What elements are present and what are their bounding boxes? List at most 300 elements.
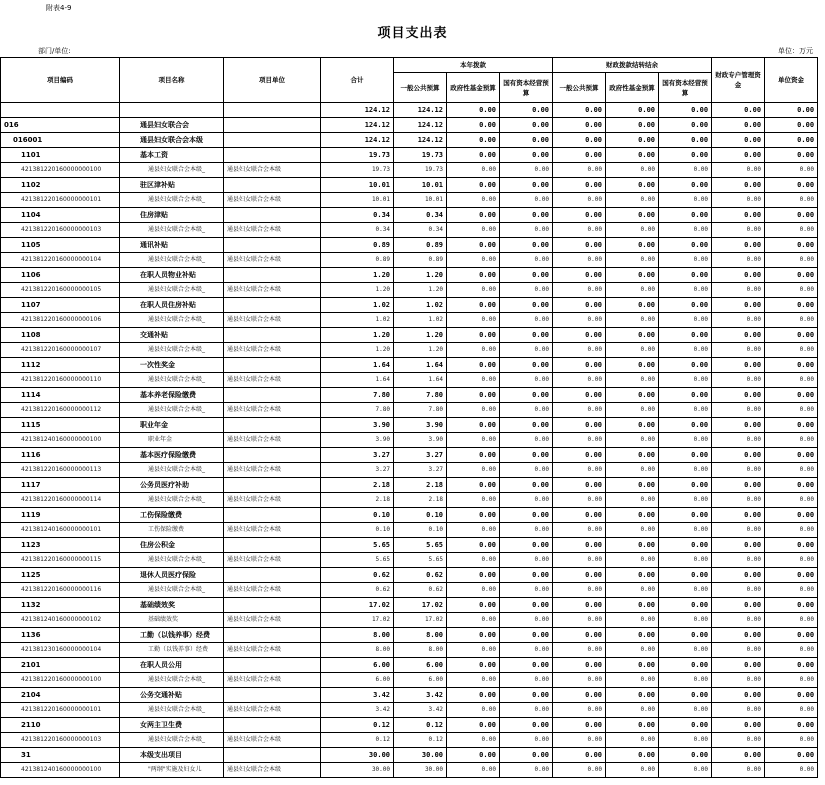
cell-zero: 0.00	[659, 328, 712, 343]
cell-name: 交通补贴	[120, 328, 224, 343]
cell-zero: 0.00	[712, 433, 765, 448]
cell-zero: 0.00	[447, 223, 500, 238]
cell-zero: 0.00	[500, 343, 553, 358]
cell-zero: 0.00	[553, 658, 606, 673]
summary-row	[1, 718, 818, 733]
cell-zero: 0.00	[447, 403, 500, 418]
cell-unit: 通县妇女联合会本级	[224, 433, 321, 448]
header-sub: 国有资本经营预算	[659, 73, 712, 103]
cell-zero: 0.00	[765, 448, 818, 463]
cell-zero: 0.00	[712, 193, 765, 208]
cell-zero: 0.00	[712, 268, 765, 283]
cell-zero: 0.00	[659, 688, 712, 703]
cell-total: 8.00	[321, 628, 394, 643]
cell-unit: 通县妇女联合会本级	[224, 193, 321, 208]
cell-zero: 0.00	[765, 388, 818, 403]
cell-zero: 0.00	[447, 523, 500, 538]
cell-total: 17.02	[321, 598, 394, 613]
summary-row	[1, 418, 818, 433]
cell-general-public: 0.89	[394, 238, 447, 253]
cell-name: 公务交通补贴	[120, 688, 224, 703]
cell-zero: 0.00	[500, 433, 553, 448]
cell-zero: 0.00	[553, 763, 606, 778]
cell-name: 工勤（以钱养事）经费	[120, 628, 224, 643]
cell-zero: 0.00	[447, 583, 500, 598]
cell-total: 1.02	[321, 298, 394, 313]
cell-zero: 0.00	[447, 208, 500, 223]
cell-zero: 0.00	[447, 478, 500, 493]
cell-zero: 0.00	[765, 538, 818, 553]
cell-unit	[224, 328, 321, 343]
table-row	[1, 403, 818, 418]
header-name: 项目名称	[120, 58, 224, 103]
cell-zero: 0.00	[447, 328, 500, 343]
table-row	[1, 613, 818, 628]
cell-zero: 0.00	[447, 568, 500, 583]
cell-zero: 0.00	[606, 583, 659, 598]
cell-zero: 0.00	[712, 133, 765, 148]
cell-total: 0.12	[321, 718, 394, 733]
cell-zero: 0.00	[659, 373, 712, 388]
cell-zero: 0.00	[500, 163, 553, 178]
cell-zero: 0.00	[712, 253, 765, 268]
cell-name: 基本工资	[120, 148, 224, 163]
cell-zero: 0.00	[447, 598, 500, 613]
cell-zero: 0.00	[712, 388, 765, 403]
cell-zero: 0.00	[765, 703, 818, 718]
cell-zero: 0.00	[606, 403, 659, 418]
cell-zero: 0.00	[606, 478, 659, 493]
cell-name: 基础绩效奖	[120, 613, 224, 628]
cell-zero: 0.00	[712, 478, 765, 493]
cell-zero: 0.00	[500, 673, 553, 688]
cell-zero: 0.00	[553, 178, 606, 193]
cell-zero: 0.00	[500, 748, 553, 763]
cell-zero: 0.00	[447, 673, 500, 688]
cell-zero: 0.00	[712, 658, 765, 673]
cell-name: 通县妇女联合会本级_	[120, 343, 224, 358]
cell-zero: 0.00	[659, 313, 712, 328]
cell-zero: 0.00	[659, 193, 712, 208]
cell-unit	[224, 598, 321, 613]
cell-name: 通县妇女联合会本级_	[120, 733, 224, 748]
cell-name: 通县妇女联合会本级_	[120, 373, 224, 388]
cell-zero: 0.00	[659, 238, 712, 253]
cell-total: 0.10	[321, 523, 394, 538]
summary-row	[1, 148, 818, 163]
cell-zero: 0.00	[659, 118, 712, 133]
cell-total: 19.73	[321, 163, 394, 178]
cell-general-public: 5.65	[394, 553, 447, 568]
cell-total: 3.90	[321, 433, 394, 448]
cell-zero: 0.00	[712, 463, 765, 478]
cell-zero: 0.00	[606, 643, 659, 658]
cell-general-public: 1.20	[394, 328, 447, 343]
cell-general-public: 0.34	[394, 223, 447, 238]
cell-general-public: 7.80	[394, 388, 447, 403]
cell-name: 通讯补贴	[120, 238, 224, 253]
cell-name: 基础绩效奖	[120, 598, 224, 613]
summary-row	[1, 508, 818, 523]
cell-code: 421381240160000000100	[1, 433, 120, 448]
cell-code: 1108	[1, 328, 120, 343]
cell-zero: 0.00	[659, 478, 712, 493]
cell-unit: 通县妇女联合会本级	[224, 283, 321, 298]
cell-unit	[224, 448, 321, 463]
cell-code: 2104	[1, 688, 120, 703]
cell-total: 0.62	[321, 568, 394, 583]
cell-zero: 0.00	[553, 328, 606, 343]
cell-general-public: 0.12	[394, 718, 447, 733]
cell-zero: 0.00	[659, 613, 712, 628]
table-row	[1, 763, 818, 778]
cell-zero: 0.00	[606, 763, 659, 778]
cell-zero: 0.00	[500, 613, 553, 628]
cell-name: 基本养老保险缴费	[120, 388, 224, 403]
cell-code: 1106	[1, 268, 120, 283]
cell-general-public: 3.27	[394, 463, 447, 478]
cell-name: 职业年金	[120, 418, 224, 433]
cell-zero: 0.00	[606, 598, 659, 613]
cell-zero: 0.00	[765, 313, 818, 328]
cell-zero: 0.00	[447, 733, 500, 748]
cell-general-public: 1.64	[394, 358, 447, 373]
table-caption: 附表4-9	[46, 4, 72, 12]
cell-zero: 0.00	[659, 133, 712, 148]
cell-code: 2110	[1, 718, 120, 733]
cell-zero: 0.00	[659, 733, 712, 748]
cell-zero: 0.00	[447, 448, 500, 463]
cell-zero: 0.00	[606, 673, 659, 688]
cell-total: 7.80	[321, 388, 394, 403]
cell-zero: 0.00	[712, 418, 765, 433]
cell-zero: 0.00	[765, 628, 818, 643]
cell-total: 1.02	[321, 313, 394, 328]
cell-total: 0.89	[321, 238, 394, 253]
cell-name: 通县妇女联合会本级_	[120, 553, 224, 568]
cell-zero: 0.00	[553, 553, 606, 568]
cell-zero: 0.00	[606, 298, 659, 313]
cell-zero: 0.00	[712, 403, 765, 418]
cell-zero: 0.00	[553, 748, 606, 763]
cell-zero: 0.00	[606, 223, 659, 238]
cell-zero: 0.00	[765, 358, 818, 373]
cell-zero: 0.00	[712, 688, 765, 703]
cell-code: 421381220160000000114	[1, 493, 120, 508]
cell-name: 通县妇女联合会本级_	[120, 703, 224, 718]
cell-name: 职业年金	[120, 433, 224, 448]
table-row	[1, 253, 818, 268]
cell-zero: 0.00	[606, 343, 659, 358]
cell-zero: 0.00	[765, 478, 818, 493]
cell-zero: 0.00	[500, 763, 553, 778]
cell-total: 10.01	[321, 178, 394, 193]
cell-code: 2101	[1, 658, 120, 673]
cell-zero: 0.00	[500, 238, 553, 253]
cell-zero: 0.00	[447, 388, 500, 403]
cell-general-public: 8.00	[394, 628, 447, 643]
cell-general-public: 124.12	[394, 133, 447, 148]
cell-zero: 0.00	[765, 208, 818, 223]
cell-total: 2.18	[321, 493, 394, 508]
cell-code: 421381220160000000113	[1, 463, 120, 478]
cell-name: 工勤（以钱养事）经费	[120, 643, 224, 658]
cell-zero: 0.00	[500, 583, 553, 598]
cell-zero: 0.00	[765, 493, 818, 508]
cell-name: 基本医疗保险缴费	[120, 448, 224, 463]
cell-zero: 0.00	[553, 133, 606, 148]
cell-zero: 0.00	[553, 508, 606, 523]
cell-zero: 0.00	[659, 748, 712, 763]
cell-zero: 0.00	[553, 718, 606, 733]
cell-zero: 0.00	[606, 373, 659, 388]
cell-total: 2.18	[321, 478, 394, 493]
table-row	[1, 643, 818, 658]
cell-general-public: 0.89	[394, 253, 447, 268]
cell-general-public: 0.34	[394, 208, 447, 223]
cell-name: 通县妇女联合会本级_	[120, 673, 224, 688]
cell-zero: 0.00	[500, 523, 553, 538]
cell-zero: 0.00	[765, 613, 818, 628]
cell-zero: 0.00	[765, 553, 818, 568]
cell-zero: 0.00	[712, 553, 765, 568]
cell-name: 女两主卫生费	[120, 718, 224, 733]
cell-zero: 0.00	[447, 643, 500, 658]
cell-general-public: 30.00	[394, 763, 447, 778]
cell-zero: 0.00	[606, 328, 659, 343]
cell-zero: 0.00	[765, 523, 818, 538]
cell-zero: 0.00	[712, 283, 765, 298]
cell-zero: 0.00	[765, 328, 818, 343]
cell-total: 3.27	[321, 463, 394, 478]
cell-total: 0.12	[321, 733, 394, 748]
cell-general-public: 10.01	[394, 193, 447, 208]
cell-code: 016001	[1, 133, 120, 148]
cell-unit: 通县妇女联合会本级	[224, 703, 321, 718]
cell-total: 0.34	[321, 223, 394, 238]
cell-zero: 0.00	[500, 538, 553, 553]
cell-zero: 0.00	[447, 313, 500, 328]
cell-code: 1115	[1, 418, 120, 433]
cell-total: 19.73	[321, 148, 394, 163]
cell-zero: 0.00	[447, 418, 500, 433]
cell-general-public: 3.42	[394, 688, 447, 703]
cell-zero: 0.00	[553, 118, 606, 133]
cell-zero: 0.00	[500, 403, 553, 418]
table-row	[1, 283, 818, 298]
cell-code: 1125	[1, 568, 120, 583]
cell-zero: 0.00	[606, 718, 659, 733]
cell-code: 421381220160000000100	[1, 673, 120, 688]
cell-zero: 0.00	[659, 163, 712, 178]
table-row	[1, 193, 818, 208]
cell-unit: 通县妇女联合会本级	[224, 763, 321, 778]
cell-zero: 0.00	[447, 718, 500, 733]
cell-zero: 0.00	[765, 583, 818, 598]
table-row	[1, 223, 818, 238]
cell-zero: 0.00	[553, 148, 606, 163]
cell-zero: 0.00	[659, 493, 712, 508]
cell-zero: 0.00	[765, 508, 818, 523]
cell-zero: 0.00	[447, 748, 500, 763]
cell-zero: 0.00	[659, 208, 712, 223]
cell-zero: 0.00	[447, 148, 500, 163]
cell-unit: 通县妇女联合会本级	[224, 163, 321, 178]
cell-zero: 0.00	[553, 733, 606, 748]
cell-zero: 0.00	[712, 748, 765, 763]
cell-general-public: 0.62	[394, 583, 447, 598]
cell-zero: 0.00	[712, 373, 765, 388]
cell-zero: 0.00	[553, 223, 606, 238]
cell-zero: 0.00	[659, 403, 712, 418]
cell-code: 421381220160000000103	[1, 733, 120, 748]
cell-name: 通县妇女联合会本级_	[120, 253, 224, 268]
cell-zero: 0.00	[500, 463, 553, 478]
cell-total: 0.62	[321, 583, 394, 598]
cell-zero: 0.00	[712, 148, 765, 163]
cell-zero: 0.00	[447, 253, 500, 268]
cell-zero: 0.00	[606, 148, 659, 163]
cell-code: 1114	[1, 388, 120, 403]
summary-row	[1, 238, 818, 253]
cell-zero: 0.00	[765, 673, 818, 688]
cell-general-public: 1.20	[394, 268, 447, 283]
cell-total: 7.80	[321, 403, 394, 418]
cell-zero: 0.00	[500, 118, 553, 133]
cell-unit: 通县妇女联合会本级	[224, 253, 321, 268]
cell-zero: 0.00	[553, 343, 606, 358]
cell-zero: 0.00	[712, 298, 765, 313]
summary-row	[1, 268, 818, 283]
cell-zero: 0.00	[606, 538, 659, 553]
cell-total: 0.10	[321, 508, 394, 523]
cell-zero: 0.00	[447, 238, 500, 253]
cell-zero: 0.00	[712, 643, 765, 658]
cell-total: 17.02	[321, 613, 394, 628]
cell-zero: 0.00	[447, 193, 500, 208]
cell-zero: 0.00	[606, 523, 659, 538]
cell-zero: 0.00	[553, 193, 606, 208]
summary-row	[1, 178, 818, 193]
cell-zero: 0.00	[765, 268, 818, 283]
summary-row	[1, 103, 818, 118]
cell-zero: 0.00	[500, 553, 553, 568]
cell-zero: 0.00	[553, 268, 606, 283]
cell-zero: 0.00	[500, 568, 553, 583]
cell-zero: 0.00	[659, 433, 712, 448]
cell-zero: 0.00	[765, 148, 818, 163]
cell-code: 1117	[1, 478, 120, 493]
cell-zero: 0.00	[765, 418, 818, 433]
cell-total: 1.20	[321, 283, 394, 298]
cell-zero: 0.00	[765, 598, 818, 613]
summary-row	[1, 328, 818, 343]
department-label: 部门/单位:	[38, 47, 71, 55]
cell-code: 1112	[1, 358, 120, 373]
cell-unit: 通县妇女联合会本级	[224, 523, 321, 538]
cell-name: 驻区津补贴	[120, 178, 224, 193]
cell-zero: 0.00	[606, 658, 659, 673]
cell-zero: 0.00	[606, 568, 659, 583]
cell-zero: 0.00	[712, 598, 765, 613]
header-total: 合计	[321, 58, 394, 103]
cell-zero: 0.00	[500, 703, 553, 718]
cell-zero: 0.00	[447, 178, 500, 193]
cell-zero: 0.00	[447, 358, 500, 373]
cell-zero: 0.00	[606, 388, 659, 403]
cell-zero: 0.00	[553, 208, 606, 223]
cell-name: 通县妇女联合会本级_	[120, 313, 224, 328]
cell-zero: 0.00	[553, 433, 606, 448]
cell-name: 工伤保险缴费	[120, 508, 224, 523]
cell-total: 1.20	[321, 328, 394, 343]
cell-zero: 0.00	[500, 223, 553, 238]
cell-zero: 0.00	[553, 703, 606, 718]
cell-code: 1102	[1, 178, 120, 193]
header-sub: 一般公共预算	[553, 73, 606, 103]
cell-zero: 0.00	[659, 358, 712, 373]
cell-zero: 0.00	[553, 298, 606, 313]
cell-zero: 0.00	[765, 748, 818, 763]
cell-code: 016	[1, 118, 120, 133]
table-row	[1, 673, 818, 688]
table-row	[1, 523, 818, 538]
cell-general-public: 124.12	[394, 118, 447, 133]
cell-zero: 0.00	[500, 178, 553, 193]
cell-zero: 0.00	[447, 118, 500, 133]
cell-zero: 0.00	[659, 673, 712, 688]
cell-zero: 0.00	[659, 643, 712, 658]
cell-unit: 通县妇女联合会本级	[224, 493, 321, 508]
cell-code: 31	[1, 748, 120, 763]
cell-zero: 0.00	[553, 238, 606, 253]
cell-zero: 0.00	[712, 583, 765, 598]
cell-zero: 0.00	[765, 238, 818, 253]
cell-zero: 0.00	[659, 343, 712, 358]
cell-zero: 0.00	[765, 688, 818, 703]
cell-zero: 0.00	[447, 298, 500, 313]
cell-zero: 0.00	[447, 658, 500, 673]
cell-unit	[224, 538, 321, 553]
cell-zero: 0.00	[500, 193, 553, 208]
cell-zero: 0.00	[659, 718, 712, 733]
cell-zero: 0.00	[659, 103, 712, 118]
cell-zero: 0.00	[606, 193, 659, 208]
cell-zero: 0.00	[659, 628, 712, 643]
cell-total: 124.12	[321, 133, 394, 148]
cell-total: 6.00	[321, 658, 394, 673]
cell-name: 通县妇女联合会本级	[120, 133, 224, 148]
cell-zero: 0.00	[659, 538, 712, 553]
cell-zero: 0.00	[765, 763, 818, 778]
cell-zero: 0.00	[447, 553, 500, 568]
cell-zero: 0.00	[712, 703, 765, 718]
cell-total: 8.00	[321, 643, 394, 658]
cell-zero: 0.00	[659, 148, 712, 163]
cell-zero: 0.00	[606, 463, 659, 478]
cell-code: 421381220160000000101	[1, 193, 120, 208]
cell-zero: 0.00	[606, 613, 659, 628]
cell-zero: 0.00	[553, 478, 606, 493]
cell-name: 在职人员物业补贴	[120, 268, 224, 283]
cell-zero: 0.00	[500, 358, 553, 373]
cell-zero: 0.00	[606, 628, 659, 643]
cell-zero: 0.00	[500, 268, 553, 283]
cell-zero: 0.00	[553, 463, 606, 478]
cell-name: 一次性奖金	[120, 358, 224, 373]
cell-general-public: 6.00	[394, 673, 447, 688]
cell-zero: 0.00	[659, 388, 712, 403]
